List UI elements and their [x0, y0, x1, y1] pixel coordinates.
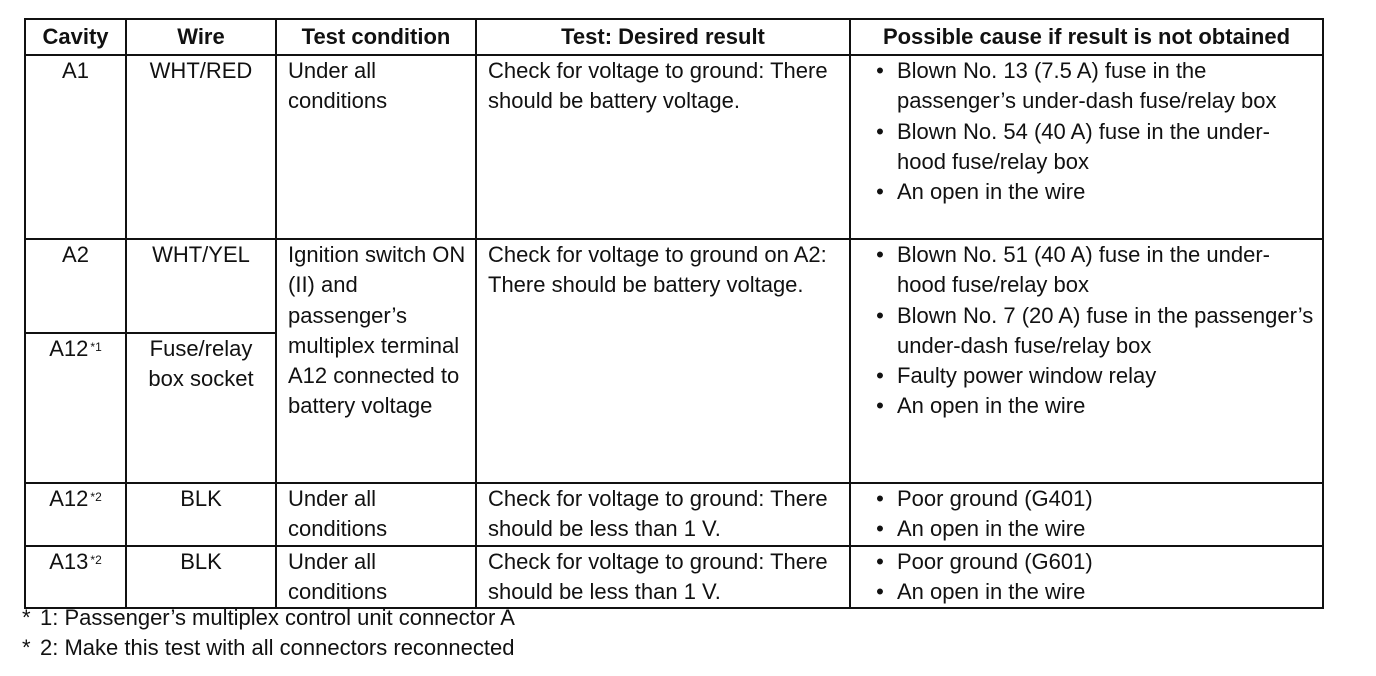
- bullet-icon: •: [876, 578, 884, 604]
- table-row: [25, 239, 1323, 333]
- asterisk-mark: *: [22, 605, 31, 630]
- bullet-icon: •: [876, 179, 884, 205]
- cavity-cell: A2: [25, 239, 126, 333]
- footnote-ref: *1: [90, 340, 102, 354]
- table-row: [25, 483, 1323, 546]
- cause-list: [861, 484, 1316, 545]
- footnote-1: * 1: Passenger’s multiplex control unit connector A: [22, 603, 515, 633]
- cause-item: • An open in the wire: [873, 577, 1316, 607]
- cause-item: • Blown No. 13 (7.5 A) fuse in the passenger’s under-dash fuse/relay box: [873, 56, 1316, 117]
- header-cavity: Cavity: [25, 19, 126, 55]
- bullet-icon: •: [876, 486, 884, 511]
- header-desired-result: Test: Desired result: [476, 19, 850, 55]
- wire-cell: WHT/RED: [126, 55, 276, 239]
- cause-list: [861, 547, 1316, 608]
- result-cell: Check for voltage to ground: There should be less than 1 V.: [476, 546, 850, 609]
- cause-item: • An open in the wire: [873, 177, 1316, 207]
- table-row: [25, 55, 1323, 239]
- bullet-icon: •: [876, 242, 884, 267]
- condition-cell: Under all conditions: [276, 483, 476, 546]
- wire-cell: WHT/YEL: [126, 239, 276, 333]
- table-row: [25, 546, 1323, 609]
- causes-cell: [850, 55, 1323, 239]
- cavity-cell: A12 $^{*1}$: [25, 333, 126, 483]
- cause-item: • Poor ground (G601): [873, 547, 1316, 577]
- result-cell: Check for voltage to ground on A2: There should be battery voltage.: [476, 239, 850, 483]
- wire-cell: BLK: [126, 546, 276, 609]
- result-cell: Check for voltage to ground: There should be less than 1 V.: [476, 483, 850, 546]
- causes-cell: [850, 483, 1323, 546]
- cause-list: [861, 240, 1316, 422]
- header-wire: Wire: [126, 19, 276, 55]
- cavity-cell: A1: [25, 55, 126, 239]
- bullet-icon: •: [876, 393, 884, 419]
- asterisk-mark: *: [22, 635, 31, 660]
- bullet-icon: •: [876, 516, 884, 542]
- condition-cell: Under all conditions: [276, 546, 476, 609]
- condition-cell: Ignition switch ON (II) and passenger’s multiplex terminal A12 connected to battery voltage: [276, 239, 476, 483]
- header-row: [25, 19, 1323, 55]
- cause-item: • Blown No. 54 (40 A) fuse in the under-hood fuse/relay box: [873, 117, 1316, 178]
- bullet-icon: •: [876, 302, 884, 328]
- cause-item: • Poor ground (G401): [873, 484, 1316, 514]
- cavity-cell: A13 $^{*2}$: [25, 546, 126, 609]
- cause-item: • An open in the wire: [873, 391, 1316, 421]
- bullet-icon: •: [876, 58, 884, 83]
- wire-cell: BLK: [126, 483, 276, 546]
- wire-cell: Fuse/relay box socket: [126, 333, 276, 483]
- bullet-icon: •: [876, 363, 884, 389]
- result-cell: Check for voltage to ground: There should be battery voltage.: [476, 55, 850, 239]
- cause-item: • An open in the wire: [873, 514, 1316, 544]
- bullet-icon: •: [876, 118, 884, 144]
- footnote-ref: *2: [90, 490, 102, 504]
- causes-cell: [850, 546, 1323, 609]
- header-possible-cause: Possible cause if result is not obtained: [850, 19, 1323, 55]
- cause-list: [861, 56, 1316, 207]
- footnote-ref: *2: [90, 552, 102, 567]
- cavity-cell: A12 $^{*2}$: [25, 483, 126, 546]
- footnote-2: * 2: Make this test with all connectors reconnected: [22, 633, 515, 663]
- header-test-condition: Test condition: [276, 19, 476, 55]
- cause-item: • Blown No. 51 (40 A) fuse in the under-hood fuse/relay box: [873, 240, 1316, 301]
- footnotes: [22, 603, 515, 663]
- condition-cell: Under all conditions: [276, 55, 476, 239]
- causes-cell: [850, 239, 1323, 483]
- cause-item: • Faulty power window relay: [873, 361, 1316, 391]
- test-table: [24, 18, 1324, 609]
- bullet-icon: •: [876, 548, 884, 574]
- cause-item: • Blown No. 7 (20 A) fuse in the passenger’s under-dash fuse/relay box: [873, 301, 1316, 362]
